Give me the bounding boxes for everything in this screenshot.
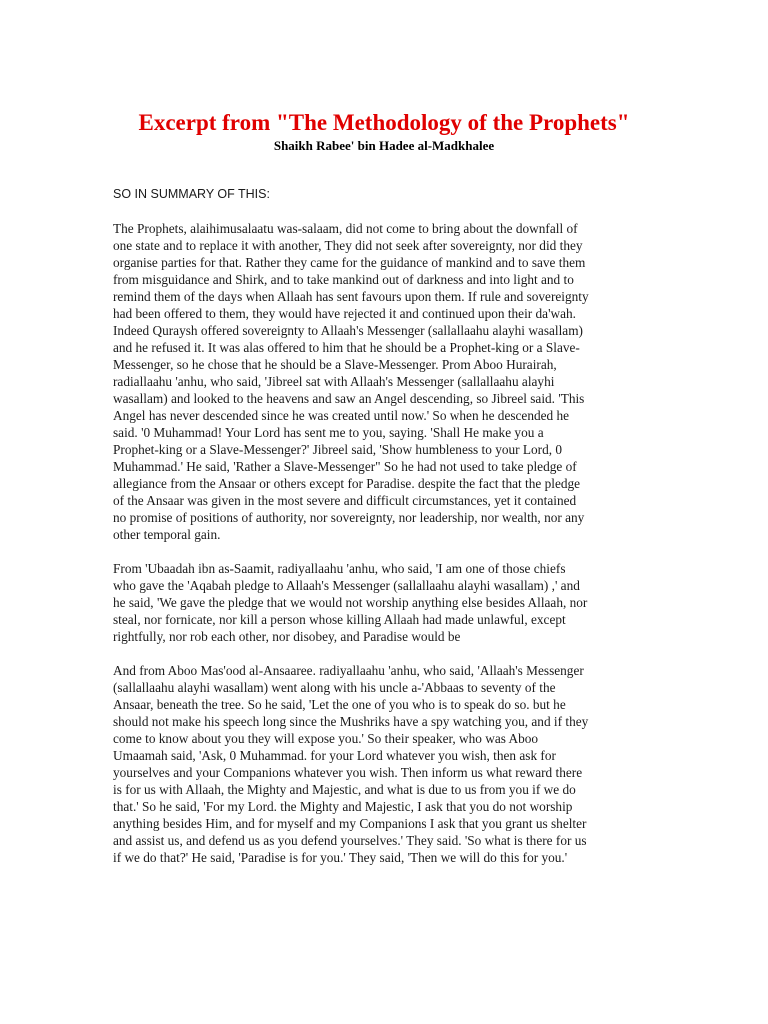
- section-heading: SO IN SUMMARY OF THIS:: [113, 187, 270, 201]
- body-paragraph: And from Aboo Mas'ood al-Ansaaree. radiyallaahu 'anhu, who said, 'Allaah's Messenger (sallallaahu alayhi wasallam) went along with his uncle a-'Abbaas to seventy of the Ansaar, beneath the tree. So he said, 'Let the one of you who is to speak do so. but he should not make his speech long since the Mushriks have a spy watching you, and if they come to know about you they will expose you.' So their speaker, who was Aboo Umaamah said, 'Ask, 0 Muhammad. for your Lord whatever you wish, then ask for yourselves and your Companions whatever you wish. Then inform us what reward there is for us with Allaah, the Mighty and Majestic, and what is due to us from you if we do that.' So he said, 'For my Lord. the Mighty and Majestic, I ask that you do not worship anything besides Him, and for myself and my Companions I ask that you grant us shelter and assist us, and defend us as you defend yourselves.' They said. 'So what is there for us if we do that?' He said, 'Paradise is for you.' They said, 'Then we will do this for you.': [113, 663, 589, 865]
- document-body: [113, 186, 658, 883]
- body-paragraph: The Prophets, alaihimusalaatu was-salaam, did not come to bring about the downfall of one state and to replace it with another, They did not seek after sovereignty, nor did they organise parties for that. Rather they came for the guidance of mankind and to save them from misguidance and Shirk, and to take mankind out of darkness and into light and to remind them of the days when Allaah has sent favours upon them. If rule and sovereignty had been offered to them, they would have rejected it and continued upon their da'wah. Indeed Quraysh offered sovereignty to Allaah's Messenger (sallallaahu alayhi wasallam) and he refused it. It was alas offered to him that he should be a Prophet-king or a Slave- Messenger, so he chose that he should be a Slave-Messenger. Prom Aboo Hurairah, radiallaahu 'anhu, who said, 'Jibreel sat with Allaah's Messenger (sallallaahu alayhi wasallam) and looked to the heavens and saw an Angel descending, so Jibreel said. 'This Angel has never descended since he was created until now.' So when he descended he said. '0 Muhammad! Your Lord has sent me to you, saying. 'Shall He make you a Prophet-king or a Slave-Messenger?' Jibreel said, 'Show humbleness to your Lord, 0 Muhammad.' He said, 'Rather a Slave-Messenger" So he had not used to take pledge of allegiance from the Ansaar or others except for Paradise. despite the fact that the pledge of the Ansaar was given in the most severe and difficult circumstances, yet it contained no promise of positions of authority, nor sovereignty, nor leadership, nor wealth, nor any other temporal gain.: [113, 221, 589, 542]
- body-paragraph: From 'Ubaadah ibn as-Saamit, radiyallaahu 'anhu, who said, 'I am one of those chiefs who gave the 'Aqabah pledge to Allaah's Messenger (sallallaahu alayhi wasallam) ,' and he said, 'We gave the pledge that we would not worship anything else besides Allaah, nor steal, nor fornicate, nor kill a person whose killing Allaah had made unlawful, except rightfully, nor rob each other, nor disobey, and Paradise would be: [113, 561, 588, 644]
- document-author: Shaikh Rabee' bin Hadee al-Madkhalee: [273, 138, 495, 153]
- document-title: Excerpt from "The Methodology of the Prophets": [138, 110, 630, 135]
